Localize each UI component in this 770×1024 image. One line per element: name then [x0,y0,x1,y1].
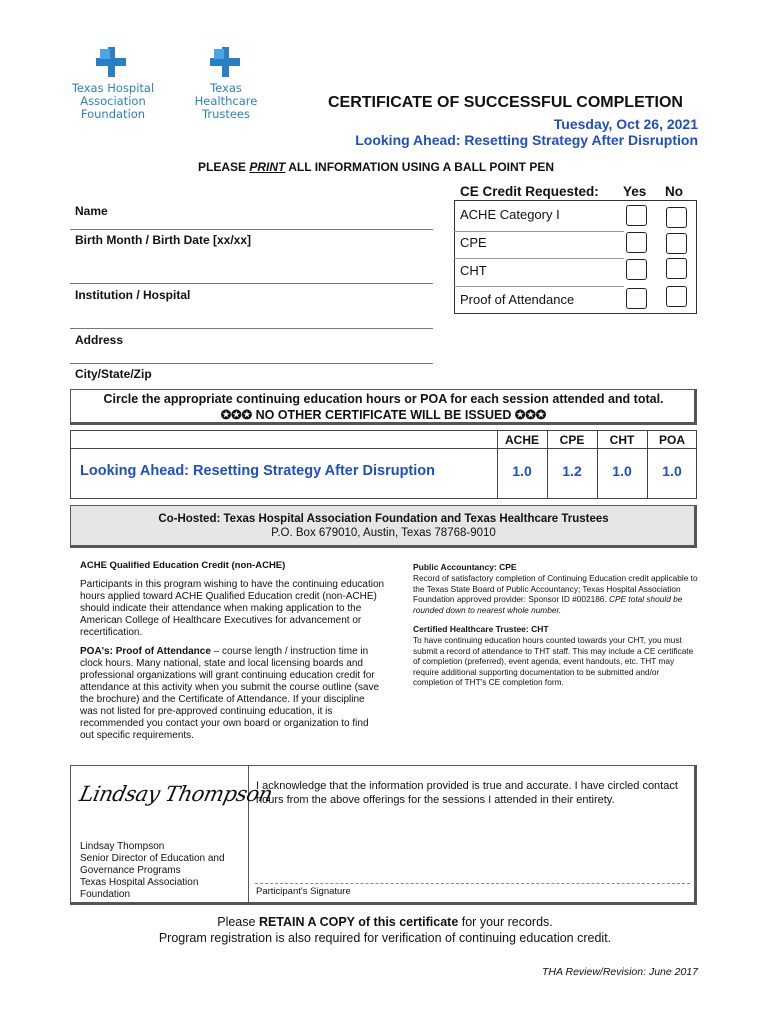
cpe-no-checkbox[interactable] [666,233,687,254]
no-other-certificate-warning: ✪✪✪ NO OTHER CERTIFICATE WILL BE ISSUED ✪✪✪ [220,408,547,422]
cpe-info-body: Record of satisfactory completion of Continuing Education credit applicable to the Texas State Board of Public Accountancy; Texas Hospital Association Foundation approved provider: Sponsor ID #002186. CPE total should be rounded down to nearest whole number. [413,573,698,615]
participant-signature-line[interactable] [255,883,690,884]
poa-no-checkbox[interactable] [666,286,687,307]
ce-row-cpe: CPE [460,235,487,250]
logo2-line2: Trustees [202,107,250,121]
signer-title1: Senior Director of Education and [80,853,225,864]
signer-org2: Foundation [80,889,131,900]
col-ache: ACHE [504,433,539,447]
info-right [413,562,698,688]
tht-logo [178,44,274,121]
poa-yes-checkbox[interactable] [626,288,647,309]
col-cht: CHT [609,433,635,447]
cohost-line1: Co-Hosted: Texas Hospital Association Foundation and Texas Healthcare Trustees [158,513,609,525]
institution-field[interactable] [70,328,433,329]
logo1-line1: Texas Hospital [71,81,155,95]
signature-script: Lindsay Thompson [77,782,275,806]
session-title: Looking Ahead: Resetting Strategy After Disruption [355,132,698,148]
signer-title2: Governance Programs [80,865,181,876]
ce-credit-heading: CE Credit Requested: [460,184,599,199]
acknowledgement-text: I acknowledge that the information provided is true and accurate. I have circled contact hours from the above offerings for the sessions I attended in their entirety. [256,780,678,806]
certificate-title: CERTIFICATE OF SUCCESSFUL COMPLETION [328,94,683,111]
logo1-line2: Association Foundation [80,94,146,121]
cht-info-title: Certified Healthcare Trustee: CHT [413,624,549,634]
ache-info-title: ACHE Qualified Education Credit (non-ACHE) [80,560,286,571]
birth-label: Birth Month / Birth Date [xx/xx] [75,233,252,247]
birth-field[interactable] [70,283,433,284]
name-label: Name [75,204,108,218]
hours-session-title: Looking Ahead: Resetting Strategy After Disruption [80,463,436,479]
ce-row-ache: ACHE Category I [460,207,560,222]
revision-note: THA Review/Revision: June 2017 [541,966,698,978]
signer-info [80,841,225,901]
signer-name: Lindsay Thompson [80,841,165,852]
cross-logo-icon [94,44,128,80]
ache-info-body: Participants in this program wishing to have the continuing education hours applied toward ACHE Qualified Education credit (non-ACHE) should indicate their attendance when making application to the American College of Healthcare Executives for advancement or recertification. [80,578,385,638]
col-poa: POA [658,433,685,447]
poa-hours[interactable]: 1.0 [662,463,682,479]
cpe-hours[interactable]: 1.2 [562,463,582,479]
col-cpe: CPE [559,433,585,447]
address-label: Address [75,333,124,347]
no-heading: No [665,184,683,199]
institution-label: Institution / Hospital [75,288,191,302]
ce-row-cht: CHT [460,263,487,278]
yes-heading: Yes [623,184,647,199]
ache-hours[interactable]: 1.0 [512,463,532,479]
city-label: City/State/Zip [75,367,152,381]
cohost-line2: P.O. Box 679010, Austin, Texas 78768-9010 [271,527,496,539]
cht-yes-checkbox[interactable] [626,259,647,280]
registration-note: Program registration is also required for verification of continuing education credit. [158,931,612,945]
cpe-yes-checkbox[interactable] [626,232,647,253]
logo2-line1: Texas Healthcare [194,81,258,108]
cht-info-body: To have continuing education hours counted towards your CHT, you must submit a record of attendance to THT staff. This may include a CE certificate of completion (preferred), event agenda, event handouts, etc. THT may require additional supporting documentation to be submitted and/or completion of THT's CE completion form. [413,635,694,687]
info-left [80,560,385,742]
ce-row-poa: Proof of Attendance [460,292,575,307]
ache-no-checkbox[interactable] [666,207,687,228]
address-field[interactable] [70,363,433,364]
cht-no-checkbox[interactable] [666,258,687,279]
signer-org1: Texas Hospital Association [80,877,199,888]
cht-hours[interactable]: 1.0 [612,463,632,479]
ache-yes-checkbox[interactable] [626,205,647,226]
cross-logo-icon [208,44,242,80]
participant-signature-label: Participant's Signature [256,886,351,897]
hours-instruction: Circle the appropriate continuing education hours or POA for each session attended and total. [103,392,664,406]
cpe-info-title: Public Accountancy: CPE [413,562,517,572]
event-date: Tuesday, Oct 26, 2021 [553,116,698,132]
name-field[interactable] [70,229,433,230]
retain-copy-note: Please RETAIN A COPY of this certificate for your records. [217,915,553,929]
print-instruction: PLEASE PRINT ALL INFORMATION USING A BALL POINT PEN [198,160,555,174]
poa-info: POA's: Proof of Attendance – course length / instruction time in clock hours. Many national, state and local licensing boards and professional organizations will grant continuing education credit for attendance at this activity when you submit the course outline (save the brochure) and the Certificate of Attendance. If your discipline was not listed for pre-approved continuing education, it is recommended you contact your own board or organization to find out specific requirements. [80,645,380,741]
tha-foundation-logo [50,44,176,121]
